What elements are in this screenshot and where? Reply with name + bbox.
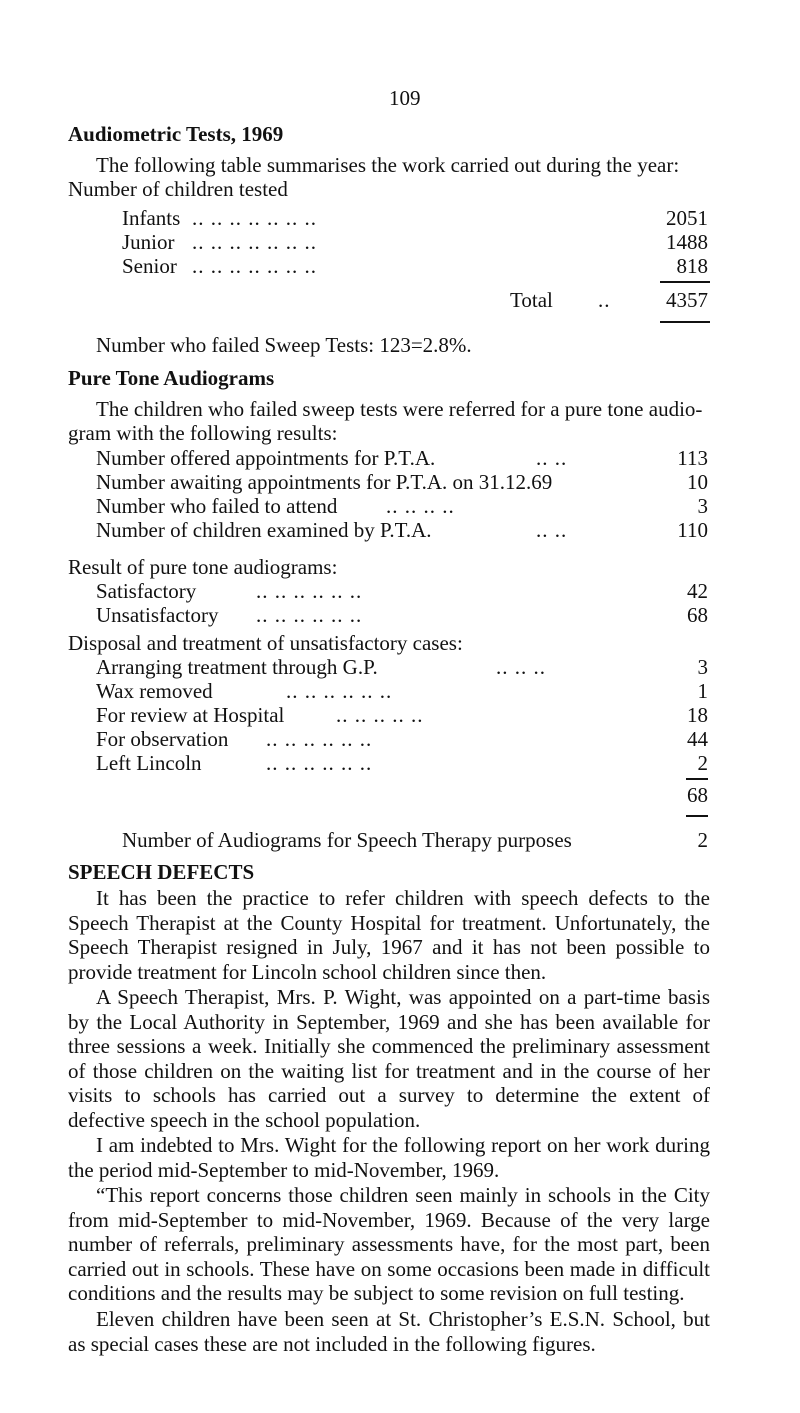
- row-senior-value: 818: [676, 254, 708, 278]
- failed-sweep-line: Number who failed Sweep Tests: 123=2.8%.: [96, 333, 472, 357]
- disposal-gp-label: Arranging treatment through G.P.: [96, 655, 378, 679]
- result-satisfactory-value: 42: [687, 579, 708, 603]
- row-senior-label: Senior: [122, 254, 177, 278]
- pta-row-offered-dots: .. ..: [536, 446, 568, 470]
- speech-paragraph-5: Eleven children have been seen at St. Christopher’s E.S.N. School, but as special cases these are not included in the following figures.: [68, 1307, 710, 1356]
- speech-heading: SPEECH DEFECTS: [68, 860, 255, 884]
- result-satisfactory-label: Satisfactory: [96, 579, 197, 603]
- row-infants-label: Infants: [122, 206, 181, 230]
- disposal-left-label: Left Lincoln: [96, 751, 202, 775]
- row-infants-value: 2051: [666, 206, 708, 230]
- result-unsatisfactory-label: Unsatisfactory: [96, 603, 219, 627]
- disposal-review-dots: .. .. .. .. ..: [336, 703, 424, 727]
- total-rule: [660, 321, 710, 323]
- children-tested-subhead: Number of children tested: [68, 177, 288, 201]
- result-head: Result of pure tone audiograms:: [68, 555, 338, 579]
- pta-row-failed-label: Number who failed to attend: [96, 494, 338, 518]
- total-dots: ..: [598, 288, 611, 312]
- disposal-observation-dots: .. .. .. .. .. ..: [266, 727, 373, 751]
- subtotal-rule: [660, 281, 710, 283]
- speech-therapy-value: 2: [697, 828, 708, 852]
- speech-paragraph-4: “This report concerns those children seen mainly in schools in the City from mid-September to mid-November, 1969. Because of the very large number of referrals, preliminary assessments have, for the most part, been carried out in schools. These have on some occasions been made in difficult conditions and the results may be subject to some revision on full testing.: [68, 1183, 710, 1305]
- pta-row-offered-value: 113: [677, 446, 708, 470]
- row-junior-value: 1488: [666, 230, 708, 254]
- disposal-review-label: For review at Hospital: [96, 703, 285, 727]
- disposal-observation-value: 44: [687, 727, 708, 751]
- disposal-wax-label: Wax removed: [96, 679, 213, 703]
- row-senior-dots: .. .. .. .. .. .. ..: [192, 254, 317, 278]
- pta-row-offered-label: Number offered appointments for P.T.A.: [96, 446, 436, 470]
- pta-row-awaiting-value: 10: [687, 470, 708, 494]
- speech-therapy-label: Number of Audiograms for Speech Therapy purposes: [122, 828, 572, 852]
- disposal-subtotal-rule: [686, 778, 708, 780]
- row-junior-dots: .. .. .. .. .. .. ..: [192, 230, 317, 254]
- disposal-gp-dots: .. .. ..: [496, 655, 546, 679]
- disposal-total-rule: [686, 815, 708, 817]
- disposal-head: Disposal and treatment of unsatisfactory cases:: [68, 631, 463, 655]
- total-value: 4357: [666, 288, 708, 312]
- pta-intro-line1: The children who failed sweep tests were referred for a pure tone audio-: [96, 397, 703, 421]
- pta-row-examined-dots: .. ..: [536, 518, 568, 542]
- speech-paragraph-2: A Speech Therapist, Mrs. P. Wight, was appointed on a part-time basis by the Local Authority in September, 1969 and she has been available for three sessions a week. Initially she commenced the preliminary assessment of those children on the waiting list for treatment and in the course of her visits to schools has carried out a survey to determine the extent of defective speech in the school population.: [68, 985, 710, 1132]
- pta-row-examined-value: 110: [677, 518, 708, 542]
- pta-intro-line2: gram with the following results:: [68, 421, 338, 445]
- result-unsatisfactory-value: 68: [687, 603, 708, 627]
- disposal-observation-label: For observation: [96, 727, 229, 751]
- pta-heading: Pure Tone Audiograms: [68, 366, 275, 390]
- result-unsatisfactory-dots: .. .. .. .. .. ..: [256, 603, 363, 627]
- audiometric-intro: The following table summarises the work carried out during the year:: [96, 153, 680, 177]
- speech-paragraph-1: It has been the practice to refer children with speech defects to the Speech Therapist at the County Hospital for treatment. Unfortunately, the Speech Therapist resigned in July, 1967 and it has not been possible to provide treatment for Lincoln school children since then.: [68, 886, 710, 984]
- disposal-total-value: 68: [687, 783, 708, 807]
- disposal-left-value: 2: [697, 751, 708, 775]
- disposal-gp-value: 3: [697, 655, 708, 679]
- result-satisfactory-dots: .. .. .. .. .. ..: [256, 579, 363, 603]
- total-label: Total: [510, 288, 553, 312]
- disposal-wax-dots: .. .. .. .. .. ..: [286, 679, 393, 703]
- page-number: 109: [389, 86, 421, 110]
- disposal-wax-value: 1: [697, 679, 708, 703]
- row-infants-dots: .. .. .. .. .. .. ..: [192, 206, 317, 230]
- disposal-review-value: 18: [687, 703, 708, 727]
- pta-row-awaiting-label: Number awaiting appointments for P.T.A. on 31.12.69: [96, 470, 553, 494]
- audiometric-heading: Audiometric Tests, 1969: [68, 122, 284, 146]
- pta-row-examined-label: Number of children examined by P.T.A.: [96, 518, 432, 542]
- pta-row-failed-value: 3: [697, 494, 708, 518]
- disposal-left-dots: .. .. .. .. .. ..: [266, 751, 373, 775]
- speech-paragraph-3: I am indebted to Mrs. Wight for the following report on her work during the period mid-September to mid-November, 1969.: [68, 1133, 710, 1182]
- row-junior-label: Junior: [122, 230, 175, 254]
- pta-row-failed-dots: .. .. .. ..: [386, 494, 455, 518]
